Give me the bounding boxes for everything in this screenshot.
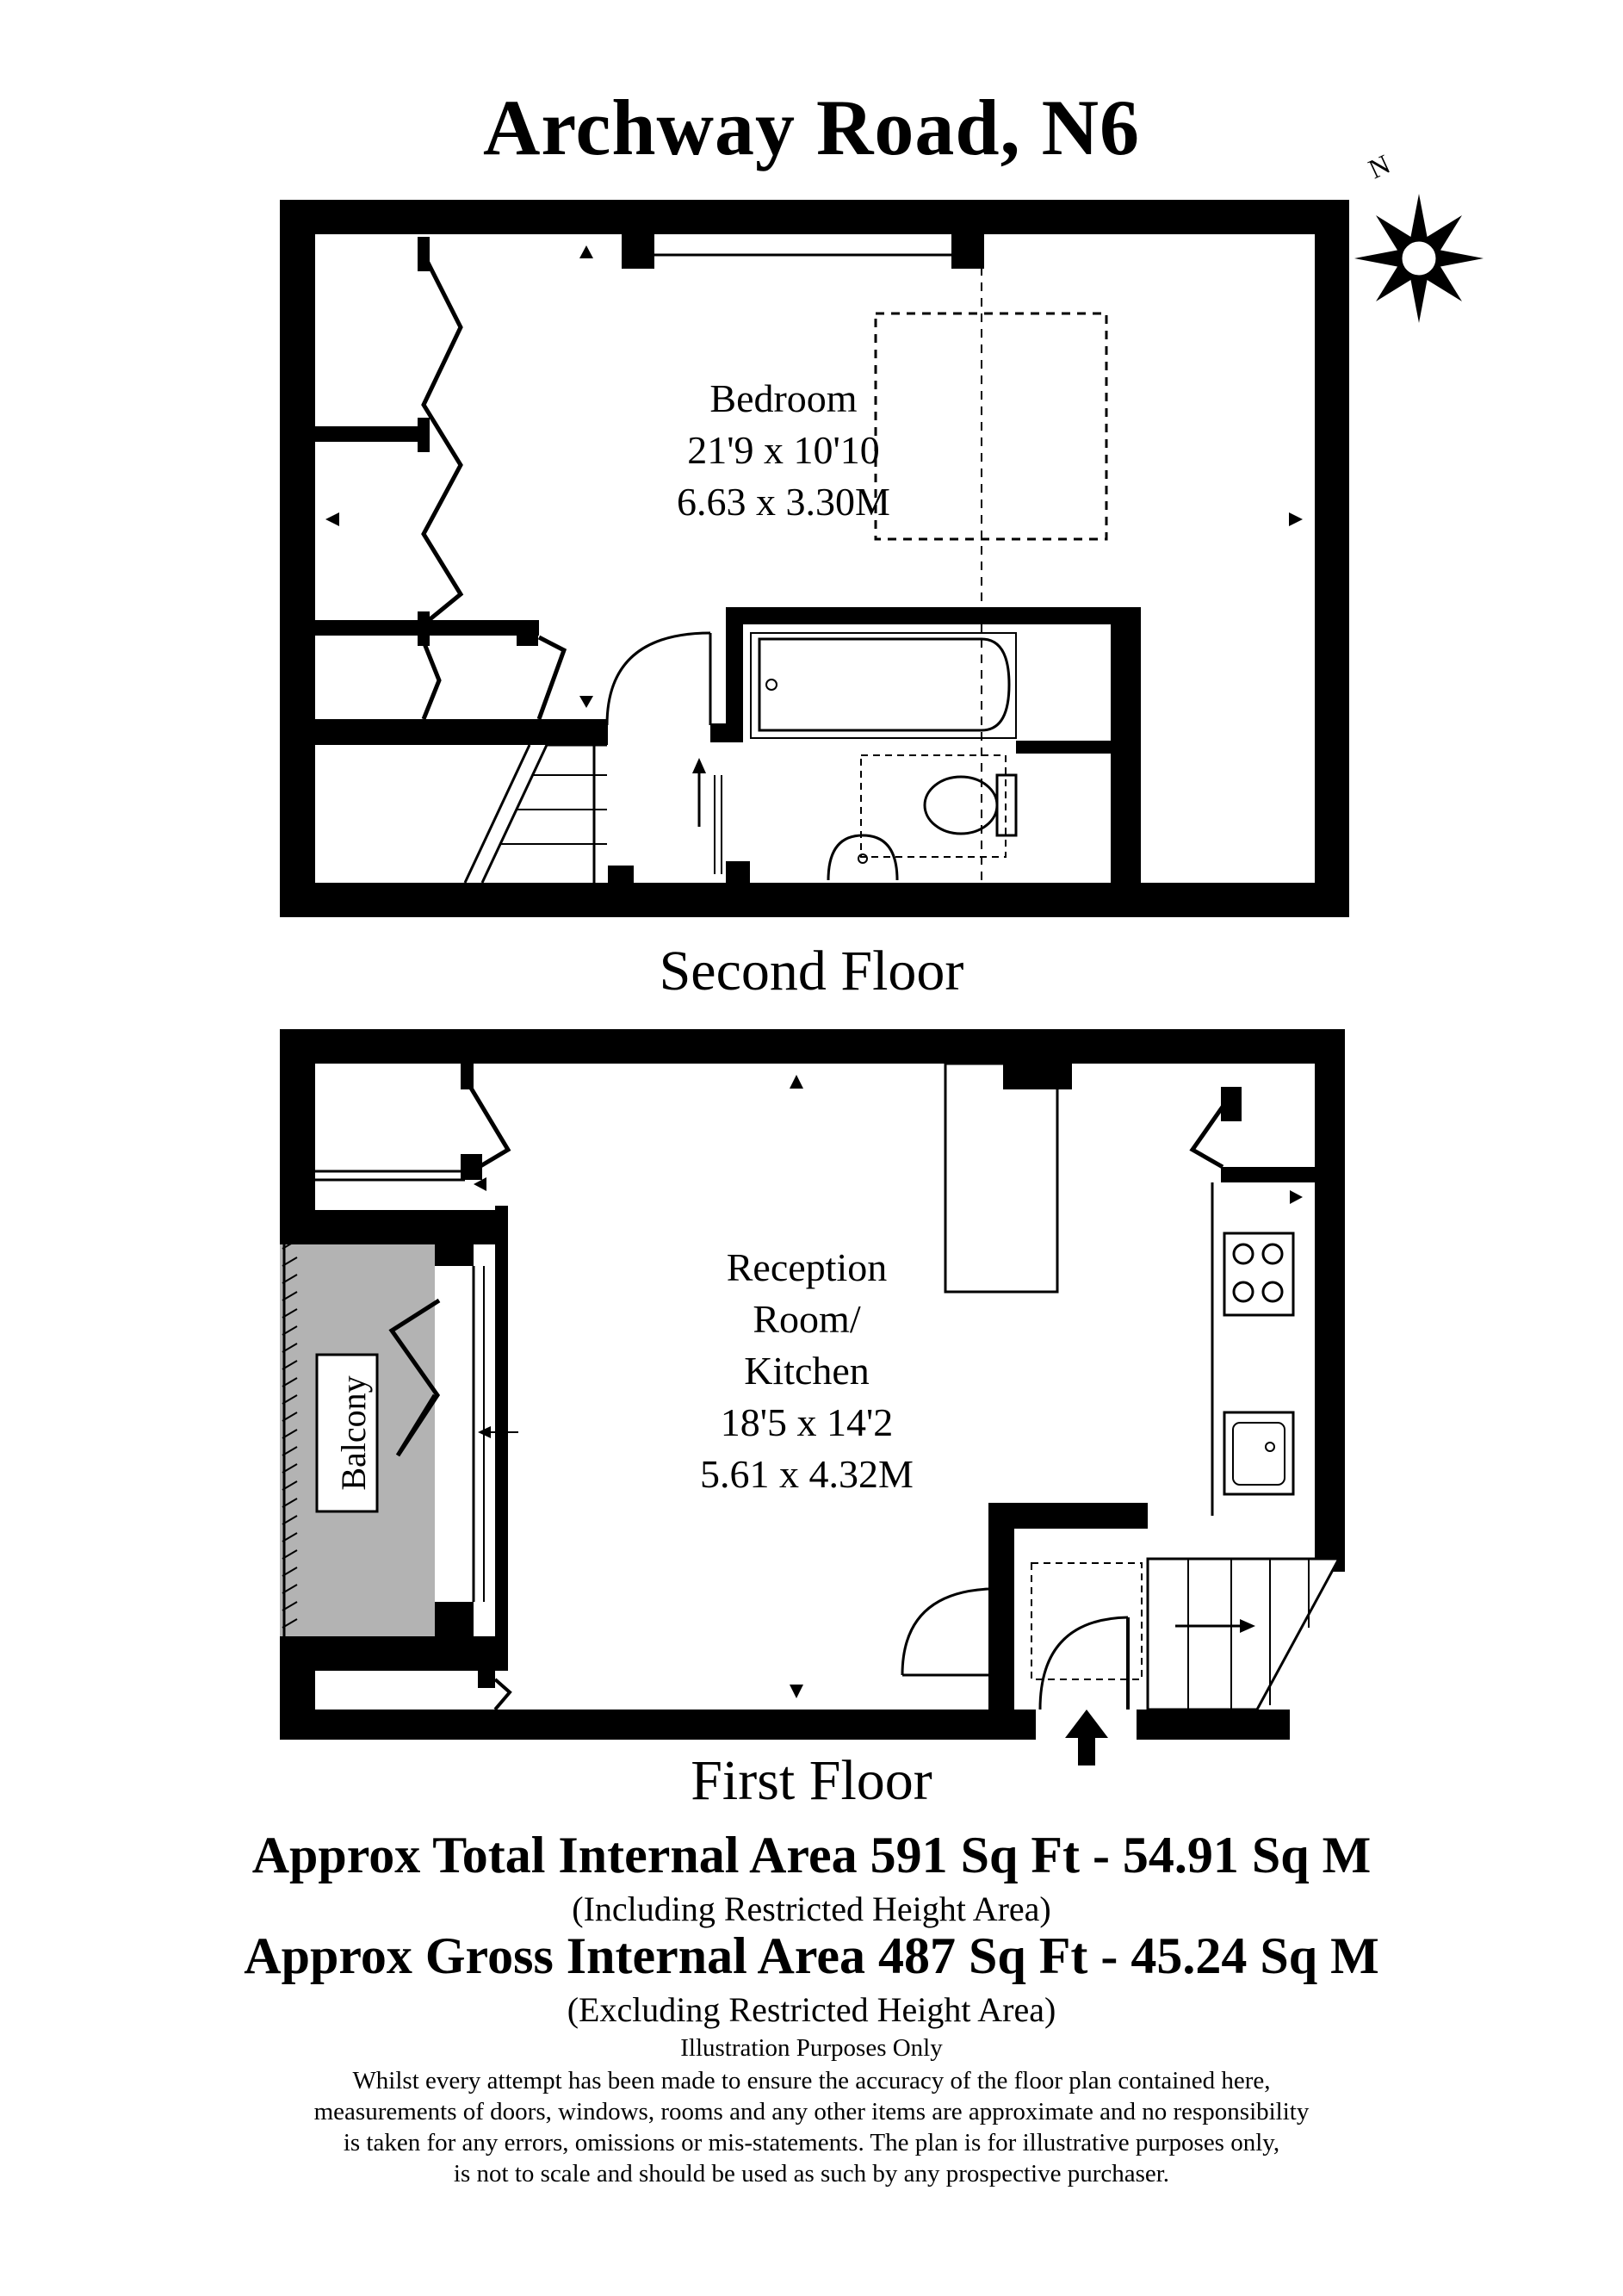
compass-north-label: N <box>1363 147 1395 185</box>
total-internal-area: Approx Total Internal Area 591 Sq Ft - 54.91 Sq M <box>251 1827 1372 1883</box>
total-area-note: (Including Restricted Height Area) <box>572 1890 1051 1928</box>
page-title: Archway Road, N6 <box>482 84 1141 171</box>
disclaimer-line: is taken for any errors, omissions or mis-statements. The plan is for illustrative purposes only, <box>343 2129 1280 2156</box>
second-floor-label: Second Floor <box>659 940 964 1002</box>
bedroom-metric: 6.63 x 3.30M <box>677 480 890 524</box>
disclaimer-line: is not to scale and should be used as such by any prospective purchaser. <box>453 2160 1170 2187</box>
second-floor-plan <box>280 200 1349 917</box>
reception-imperial: 18'5 x 14'2 <box>720 1400 894 1444</box>
bedroom-name: Bedroom <box>709 376 858 420</box>
first-floor-label: First Floor <box>691 1749 932 1812</box>
balcony-label: Balcony <box>334 1375 374 1491</box>
disclaimer-line: measurements of doors, windows, rooms and any other items are approximate and no responsibility <box>313 2098 1310 2125</box>
gross-area-note: (Excluding Restricted Height Area) <box>567 1990 1056 2029</box>
disclaimer-heading: Illustration Purposes Only <box>680 2034 943 2062</box>
reception-name-line1: Reception <box>726 1245 888 1289</box>
reception-name-line3: Kitchen <box>744 1349 870 1393</box>
reception-name-line2: Room/ <box>753 1297 861 1341</box>
bedroom-imperial: 21'9 x 10'10 <box>687 428 880 472</box>
first-floor-plan <box>280 1029 1345 1765</box>
compass-rose-icon <box>1354 148 1484 323</box>
gross-internal-area: Approx Gross Internal Area 487 Sq Ft - 45.24 Sq M <box>244 1927 1379 1984</box>
disclaimer-line: Whilst every attempt has been made to ensure the accuracy of the floor plan contained here, <box>352 2067 1271 2094</box>
reception-metric: 5.61 x 4.32M <box>700 1452 914 1496</box>
